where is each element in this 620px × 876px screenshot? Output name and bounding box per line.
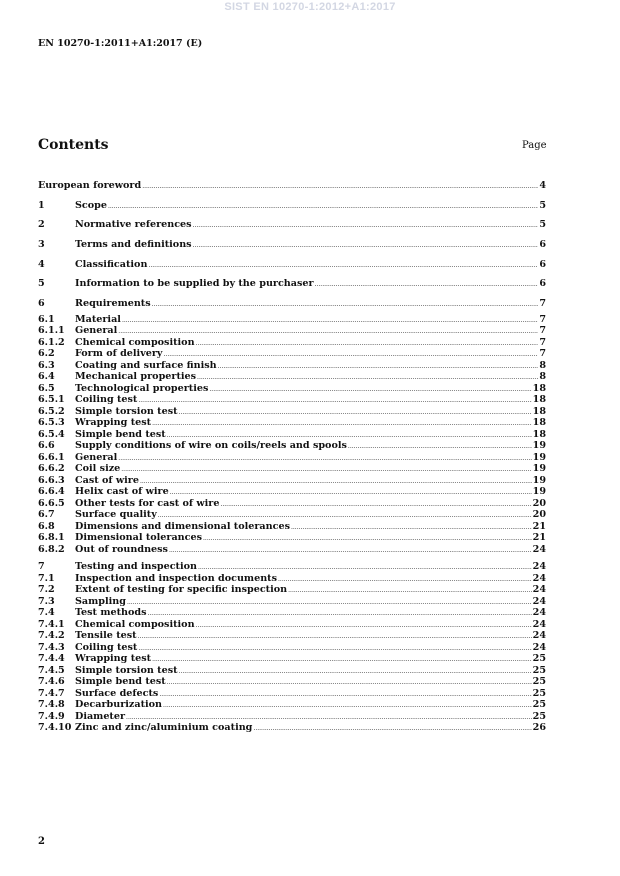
toc-entry-title: Wrapping test: [75, 417, 152, 429]
toc-entry-page: 18: [532, 428, 546, 440]
toc-entry-title: General: [75, 451, 118, 463]
toc-entry-page: 8: [539, 371, 546, 383]
toc-entry-title: Surface defects: [75, 687, 159, 699]
toc-entry[interactable]: [38, 383, 546, 395]
toc-entry-title: Testing and inspection: [75, 561, 198, 573]
toc-entry-number: 6.8: [38, 520, 55, 532]
toc-entry-title: Simple bend test: [75, 676, 166, 688]
toc-entry-number: 7.4.4: [38, 653, 65, 665]
toc-entry-title: Coiling test: [75, 641, 138, 653]
toc-entry-title: Wrapping test: [75, 653, 152, 665]
toc-entry-title: Sampling: [75, 595, 126, 607]
toc-entry[interactable]: [38, 665, 546, 677]
toc-entry-page: 6: [539, 258, 546, 270]
toc-entry[interactable]: [38, 325, 546, 337]
dot-leader: [253, 722, 531, 735]
toc-entry[interactable]: [38, 498, 546, 510]
toc-entry-title: Terms and definitions: [75, 239, 192, 251]
toc-entry[interactable]: [38, 440, 546, 452]
table-of-contents: [38, 176, 546, 734]
toc-entry-number: 5: [38, 278, 45, 290]
toc-entry-number: 6.8.1: [38, 532, 65, 544]
toc-entry[interactable]: [38, 463, 546, 475]
toc-entry-title: European foreword: [38, 180, 142, 191]
toc-entry[interactable]: [38, 196, 546, 216]
toc-entry-page: 24: [532, 561, 546, 573]
toc-entry-page: 18: [532, 417, 546, 429]
toc-entry[interactable]: [38, 348, 546, 360]
toc-entry-page: 19: [532, 474, 546, 486]
toc-entry[interactable]: [38, 294, 546, 314]
toc-entry-page: 6: [539, 278, 546, 290]
toc-entry-number: 1: [38, 199, 45, 211]
toc-entry[interactable]: [38, 688, 546, 700]
toc-entry-number: 6.6.1: [38, 451, 65, 463]
toc-entry-page: 6: [539, 239, 546, 251]
toc-entry-number: 7.4.7: [38, 687, 65, 699]
toc-entry-title: Simple torsion test: [75, 405, 178, 417]
toc-entry[interactable]: [38, 314, 546, 326]
toc-entry-number: 6.5.1: [38, 394, 65, 406]
toc-entry-page: 24: [532, 584, 546, 596]
toc-entry-title: Dimensional tolerances: [75, 532, 202, 544]
toc-entry[interactable]: [38, 573, 546, 585]
toc-entry-page: 7: [539, 348, 546, 360]
toc-entry-title: Normative references: [75, 219, 192, 231]
toc-entry-page: 25: [532, 699, 546, 711]
toc-entry-number: 7.4.8: [38, 699, 65, 711]
toc-entry-number: 4: [38, 258, 45, 270]
toc-entry-title: Classification: [75, 258, 148, 270]
toc-entry-page: 5: [539, 199, 546, 211]
toc-entry-title: Simple bend test: [75, 428, 166, 440]
toc-entry-title: Mechanical properties: [75, 371, 197, 383]
toc-entry-number: 6.7: [38, 509, 55, 521]
toc-entry-title: Material: [75, 313, 121, 325]
toc-entry[interactable]: [38, 255, 546, 275]
toc-entry-number: 6.4: [38, 371, 55, 383]
toc-entry-number: 6.6.3: [38, 474, 65, 486]
toc-entry[interactable]: [38, 607, 546, 619]
toc-entry[interactable]: [38, 417, 546, 429]
toc-entry[interactable]: [38, 619, 546, 631]
page-number: 2: [38, 836, 45, 847]
toc-entry[interactable]: [38, 429, 546, 441]
toc-entry-page: 8: [539, 359, 546, 371]
toc-entry[interactable]: [38, 406, 546, 418]
toc-entry-page: 24: [532, 572, 546, 584]
toc-entry-page: 5: [539, 219, 546, 231]
toc-entry-page: 7: [539, 336, 546, 348]
toc-entry-number: 6: [38, 298, 45, 310]
toc-entry[interactable]: [38, 532, 546, 544]
document-identifier: EN 10270-1:2011+A1:2017 (E): [38, 38, 203, 49]
toc-entry-number: 7.3: [38, 595, 55, 607]
toc-entry-title: Tensile test: [75, 630, 137, 642]
toc-entry[interactable]: [38, 521, 546, 533]
toc-entry[interactable]: [38, 596, 546, 608]
toc-entry-number: 7: [38, 561, 45, 573]
toc-entry-number: 6.5.3: [38, 417, 65, 429]
toc-entry-title: Coiling test: [75, 394, 138, 406]
toc-entry-number: 2: [38, 219, 45, 231]
toc-entry-title: Coil size: [75, 463, 121, 475]
toc-entry-title: Simple torsion test: [75, 664, 178, 676]
toc-entry-title: Coating and surface finish: [75, 359, 217, 371]
toc-entry-number: 6.1.1: [38, 325, 65, 337]
toc-entry-title: Surface quality: [75, 509, 157, 521]
toc-entry-number: 7.4.9: [38, 710, 65, 722]
dot-leader: [152, 294, 539, 315]
toc-entry-title: Scope: [75, 199, 107, 211]
toc-entry-number: 7.4.2: [38, 630, 65, 642]
toc-entry-page: 20: [532, 509, 546, 521]
toc-entry[interactable]: [38, 235, 546, 255]
watermark: SIST EN 10270-1:2012+A1:2017: [224, 1, 396, 13]
toc-entry-page: 18: [532, 405, 546, 417]
toc-entry-title: Technological properties: [75, 382, 209, 394]
dot-leader: [193, 215, 539, 236]
toc-entry-page: 21: [532, 520, 546, 532]
toc-entry-page: 24: [532, 641, 546, 653]
toc-entry-number: 6.6.4: [38, 486, 65, 498]
toc-entry-title: Cast of wire: [75, 474, 139, 486]
toc-entry-number: 7.4.3: [38, 641, 65, 653]
toc-entry-page: 19: [532, 440, 546, 452]
toc-entry-number: 7.4: [38, 607, 55, 619]
toc-entry-number: 7.4.10: [38, 722, 72, 734]
toc-entry-page: 24: [532, 607, 546, 619]
toc-entry-page: 25: [532, 664, 546, 676]
toc-entry-page: 24: [532, 543, 546, 555]
dot-leader: [142, 176, 538, 197]
toc-entry[interactable]: [38, 642, 546, 654]
toc-entry-page: 24: [532, 595, 546, 607]
toc-entry[interactable]: [38, 561, 546, 573]
toc-entry[interactable]: [38, 475, 546, 487]
toc-entry-title: Out of roundness: [75, 543, 168, 555]
toc-entry-page: 18: [532, 394, 546, 406]
toc-entry-page: 19: [532, 451, 546, 463]
toc-entry-title: Test methods: [75, 607, 147, 619]
toc-entry-title: Information to be supplied by the purchaser: [75, 278, 314, 290]
toc-entry-number: 6.3: [38, 359, 55, 371]
toc-entry-page: 25: [532, 676, 546, 688]
toc-entry-number: 7.4.5: [38, 664, 65, 676]
contents-heading: Contents: [38, 137, 109, 153]
toc-entry[interactable]: [38, 337, 546, 349]
toc-entry-page: 20: [532, 497, 546, 509]
toc-entry-title: Other tests for cast of wire: [75, 497, 220, 509]
toc-entry[interactable]: [38, 699, 546, 711]
toc-entry-page: 19: [532, 486, 546, 498]
toc-entry-page: 19: [532, 463, 546, 475]
toc-entry-page: 25: [532, 710, 546, 722]
toc-entry[interactable]: [38, 630, 546, 642]
toc-entry[interactable]: [38, 452, 546, 464]
toc-entry-number: 6.1.2: [38, 336, 65, 348]
toc-entry[interactable]: [38, 215, 546, 235]
toc-entry-title: Decarburization: [75, 699, 163, 711]
toc-entry-number: 7.1: [38, 572, 55, 584]
toc-entry[interactable]: [38, 176, 546, 196]
toc-entry-title: Diameter: [75, 710, 126, 722]
toc-entry-title: Zinc and zinc/aluminium coating: [75, 722, 253, 734]
toc-entry[interactable]: [38, 676, 546, 688]
toc-entry-page: 25: [532, 687, 546, 699]
toc-entry-page: 24: [532, 630, 546, 642]
toc-entry-page: 18: [532, 382, 546, 394]
toc-entry-title: Chemical composition: [75, 336, 195, 348]
toc-entry[interactable]: [38, 509, 546, 521]
toc-entry-title: General: [75, 325, 118, 337]
toc-entry[interactable]: [38, 394, 546, 406]
dot-leader: [315, 274, 539, 295]
toc-entry-number: 6.2: [38, 348, 55, 360]
toc-entry-number: 7.4.6: [38, 676, 65, 688]
toc-entry-title: Chemical composition: [75, 618, 195, 630]
toc-entry-page: 24: [532, 618, 546, 630]
dot-leader: [169, 544, 532, 557]
dot-leader: [108, 196, 538, 217]
toc-entry-page: 7: [539, 298, 546, 310]
toc-entry-title: Form of delivery: [75, 348, 163, 360]
dot-leader: [193, 235, 539, 256]
toc-entry-number: 3: [38, 239, 45, 251]
toc-entry[interactable]: [38, 722, 546, 734]
toc-entry-title: Inspection and inspection documents: [75, 572, 277, 584]
toc-entry[interactable]: [38, 711, 546, 723]
toc-entry-number: 6.6.2: [38, 463, 65, 475]
toc-entry-number: 6.5: [38, 382, 55, 394]
toc-entry-title: Extent of testing for specific inspection: [75, 584, 288, 596]
toc-entry-number: 7.2: [38, 584, 55, 596]
toc-entry[interactable]: [38, 486, 546, 498]
toc-entry[interactable]: [38, 584, 546, 596]
toc-entry[interactable]: [38, 371, 546, 383]
toc-entry[interactable]: [38, 274, 546, 294]
toc-entry[interactable]: [38, 360, 546, 372]
toc-entry-number: 7.4.1: [38, 618, 65, 630]
toc-entry-title: Requirements: [75, 298, 151, 310]
toc-entry-title: Supply conditions of wire on coils/reels and spools: [75, 440, 347, 452]
toc-entry-page: 26: [532, 722, 546, 734]
toc-entry-number: 6.6: [38, 440, 55, 452]
toc-entry-title: Dimensions and dimensional tolerances: [75, 520, 290, 532]
toc-entry-page: 4: [539, 180, 546, 191]
toc-entry-page: 25: [532, 653, 546, 665]
toc-entry-page: 7: [539, 313, 546, 325]
toc-entry-title: Helix cast of wire: [75, 486, 169, 498]
toc-entry-number: 6.5.4: [38, 428, 65, 440]
toc-entry-number: 6.6.5: [38, 497, 65, 509]
toc-entry[interactable]: [38, 653, 546, 665]
toc-entry[interactable]: [38, 544, 546, 556]
page-column-label: Page: [522, 140, 547, 151]
toc-entry-page: 21: [532, 532, 546, 544]
toc-entry-number: 6.8.2: [38, 543, 65, 555]
toc-entry-number: 6.5.2: [38, 405, 65, 417]
toc-entry-number: 6.1: [38, 313, 55, 325]
toc-entry-page: 7: [539, 325, 546, 337]
dot-leader: [148, 255, 538, 276]
